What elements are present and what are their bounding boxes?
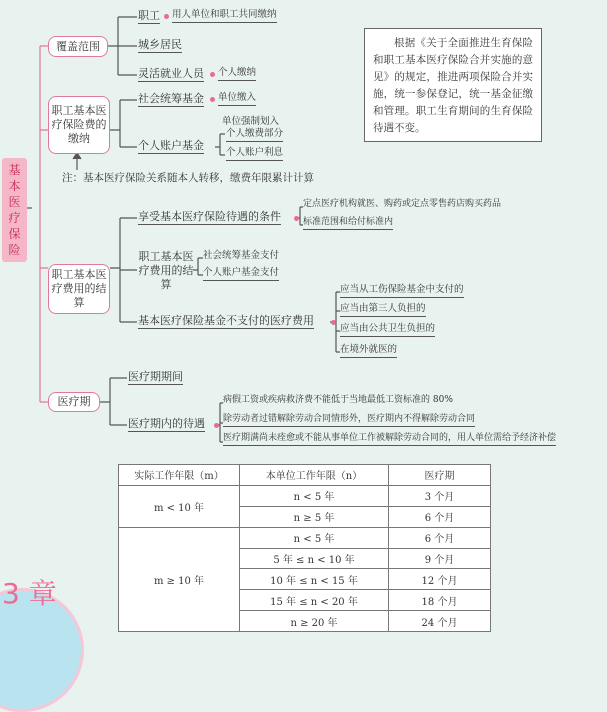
- coverage-item-flexible-note: 个人缴纳: [218, 68, 256, 81]
- medical-period-duration: 医疗期期间: [128, 370, 183, 383]
- payment-account-bot: 个人账户利息: [226, 148, 283, 161]
- settlement-calc: 职工基本医疗费用的结算: [138, 250, 194, 291]
- treatment-item-3: 医疗期满尚未痊愈或不能从事单位工作被解除劳动合同的，用人单位需给予经济补偿: [223, 434, 556, 446]
- root-char: 险: [8, 243, 21, 257]
- table-cell: 18 个月: [389, 590, 491, 611]
- table-cell-group: m < 10 年: [119, 485, 240, 527]
- table-cell: n < 5 年: [240, 527, 389, 548]
- settlement-condition: 享受基本医疗保险待遇的条件: [138, 210, 281, 223]
- coverage-item-residents: 城乡居民: [138, 38, 182, 51]
- table-cell: 6 个月: [389, 506, 491, 527]
- table-cell: 24 个月: [389, 611, 491, 632]
- root-title: [2, 158, 27, 262]
- uncovered-item-2: 应当由第三人负担的: [340, 304, 426, 317]
- payment-account-mid: 个人缴费部分: [226, 129, 283, 142]
- table-cell-group: m ≥ 10 年: [119, 527, 240, 631]
- root-char: 保: [8, 227, 21, 241]
- table-cell: 12 个月: [389, 569, 491, 590]
- settlement-uncovered: 基本医疗保险基金不支付的医疗费用: [138, 314, 314, 327]
- root-char: 疗: [8, 211, 21, 225]
- root-char: 医: [8, 195, 21, 209]
- root-char: 本: [8, 179, 21, 193]
- payment-pooled-note: 单位缴入: [218, 93, 256, 106]
- payment-pooled-fund: 社会统筹基金: [138, 92, 204, 105]
- table-cell: 5 年 ≤ n < 10 年: [240, 548, 389, 569]
- medical-period-treatment: 医疗期内的待遇: [128, 417, 205, 430]
- coverage-item-employee-note: 用人单位和职工共同缴纳: [172, 10, 277, 23]
- uncovered-item-4: 在境外就医的: [340, 345, 397, 358]
- policy-note-box: 根据《关于全面推进生育保险和职工基本医疗保险合并实施的意见》的规定，推进两项保险合并实施，统一参保登记，统一基金征缴和管理。职工生育期间的生育保险待遇不变。: [364, 28, 542, 142]
- settlement-calc-1: 社会统筹基金支付: [203, 250, 280, 261]
- uncovered-item-1: 应当从工伤保险基金中支付的: [340, 285, 464, 298]
- table-cell: 10 年 ≤ n < 15 年: [240, 569, 389, 590]
- table-row: [119, 527, 491, 548]
- bullet-dot: [294, 216, 299, 221]
- table-cell: 6 个月: [389, 527, 491, 548]
- settlement-condition-1: 定点医疗机构就医、购药或定点零售药店购买药品: [303, 199, 502, 209]
- table-cell: n ≥ 20 年: [240, 611, 389, 632]
- table-cell: 9 个月: [389, 548, 491, 569]
- uncovered-item-3: 应当由公共卫生负担的: [340, 324, 435, 337]
- bullet-dot: [331, 320, 336, 325]
- payment-node: 职工基本医疗保险费的缴纳: [48, 96, 110, 154]
- table-header: 本单位工作年限（n）: [240, 465, 389, 486]
- table-cell: n < 5 年: [240, 485, 389, 506]
- payment-account-top: 单位强制划入: [222, 116, 280, 127]
- settlement-condition-2: 标准范围和给付标准内: [303, 218, 393, 230]
- medical-period-table: [118, 464, 491, 632]
- settlement-node: 职工基本医疗费用的结算: [48, 264, 110, 314]
- treatment-item-2: 除劳动者过错解除劳动合同情形外，医疗期内不得解除劳动合同: [223, 415, 475, 427]
- bullet-dot: [210, 97, 215, 102]
- table-row: [119, 485, 491, 506]
- chapter-mark: 3 章: [2, 577, 57, 610]
- table-header-row: [119, 465, 491, 486]
- settlement-calc-2: 个人账户基金支付: [203, 268, 279, 281]
- bullet-dot: [214, 423, 219, 428]
- payment-account-fund: 个人账户基金: [138, 139, 204, 152]
- coverage-item-flexible: 灵活就业人员: [138, 67, 204, 80]
- transfer-note: 注：基本医疗保险关系随本人转移，缴费年限累计计算: [62, 172, 314, 184]
- bullet-dot: [164, 14, 169, 19]
- medical-period-node: 医疗期: [48, 392, 100, 412]
- bullet-dot: [210, 72, 215, 77]
- coverage-node: 覆盖范围: [48, 36, 108, 57]
- table-cell: n ≥ 5 年: [240, 506, 389, 527]
- table-header: 实际工作年限（m）: [119, 465, 240, 486]
- treatment-item-1: 病假工资或疾病救济费不能低于当地最低工资标准的 80%: [223, 395, 453, 405]
- table-cell: 15 年 ≤ n < 20 年: [240, 590, 389, 611]
- table-header: 医疗期: [389, 465, 491, 486]
- coverage-item-employee: 职工: [138, 9, 160, 22]
- table-cell: 3 个月: [389, 485, 491, 506]
- root-char: 基: [8, 163, 21, 177]
